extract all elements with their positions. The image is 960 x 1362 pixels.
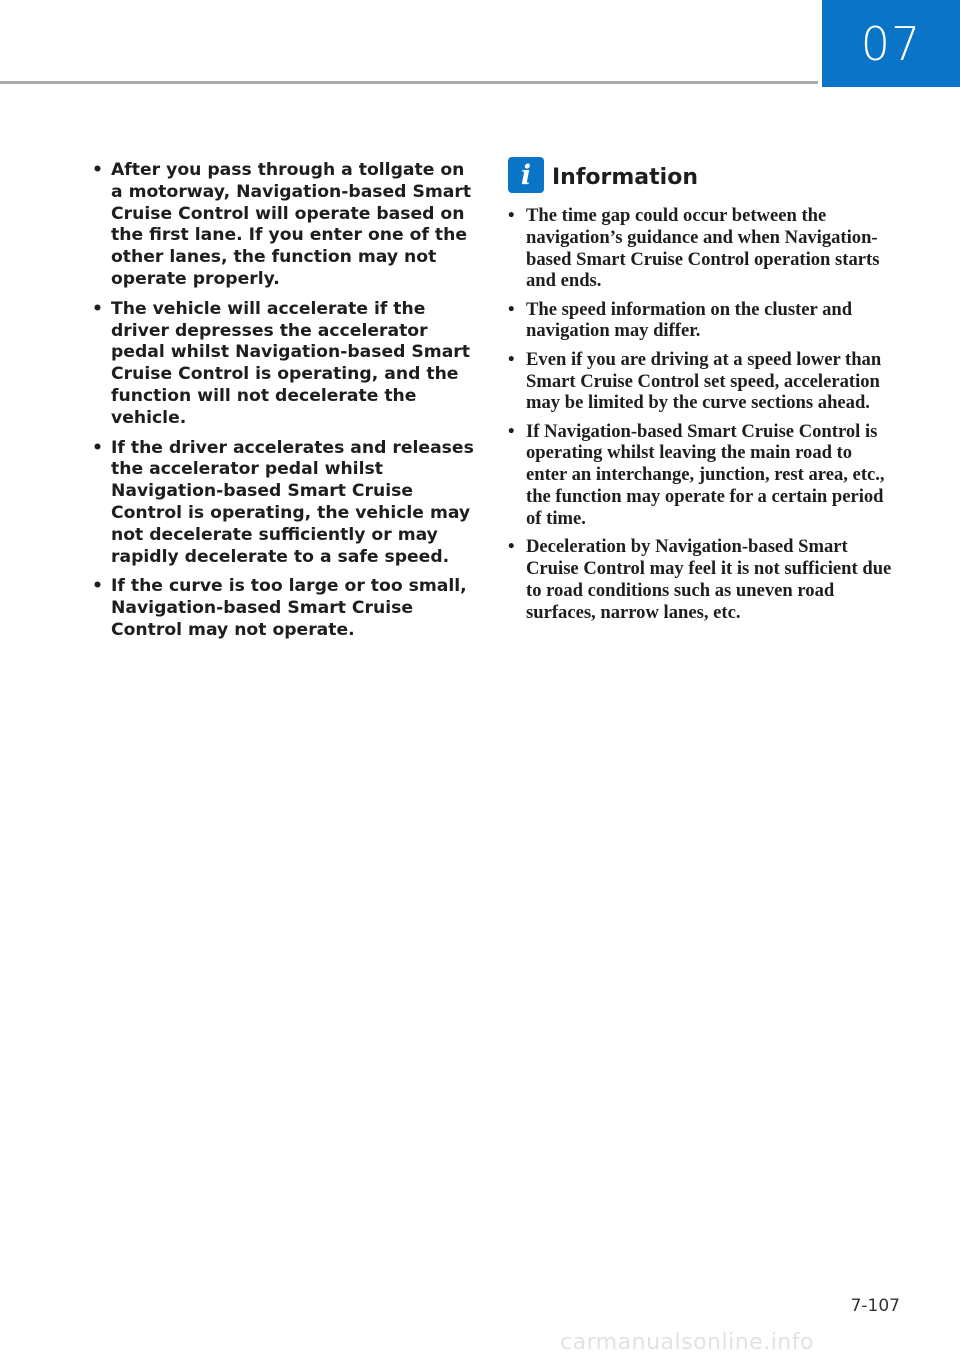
bullet-icon: • xyxy=(92,437,103,458)
list-item: • The time gap could occur between the navigation’s guidance and when Navigation-based Smart Cruise Control operation starts and ends. xyxy=(508,205,880,292)
info-icon: i xyxy=(508,157,544,193)
bullet-icon: • xyxy=(92,160,103,180)
watermark: carmanualsonline.info xyxy=(560,1330,814,1355)
list-item: • Deceleration by Navigation-based Smart Cruise Control may feel it is not sufficient due to road conditions such as uneven road surfaces, narrow lanes, etc. xyxy=(508,536,892,623)
information-title: Information xyxy=(552,164,698,190)
chapter-tab: 07 xyxy=(822,0,960,87)
list-item: • If Navigation-based Smart Cruise Control is operating whilst leaving the main road to enter an interchange, junction, rest area, etc., the function may operate for a certain period of time. xyxy=(508,420,885,529)
list-item: • If the driver accelerates and releases the accelerator pedal whilst Navigation-based Smart Cruise Control is operating, the vehicle may not decelerate sufficiently or may rapidly decelerate to a safe speed. xyxy=(92,437,474,567)
list-item: • After you pass through a tollgate on a motorway, Navigation-based Smart Cruise Control will operate based on the first lane. If you enter one of the other lanes, the function may not operate properly. xyxy=(92,160,472,289)
bullet-icon: • xyxy=(508,536,515,558)
page-number: 7-107 xyxy=(850,1296,900,1316)
information-list xyxy=(508,205,893,623)
header-rule xyxy=(0,81,818,84)
caution-list xyxy=(90,160,475,642)
bullet-icon: • xyxy=(508,348,515,370)
information-box xyxy=(508,155,893,630)
bullet-icon: • xyxy=(92,298,103,319)
bullet-icon: • xyxy=(508,420,515,442)
list-item: • The vehicle will accelerate if the driver depresses the accelerator pedal whilst Navigation-based Smart Cruise Control is operating, and the function will not decelerate the vehicle. xyxy=(92,298,470,428)
information-header xyxy=(508,155,893,195)
bullet-icon: • xyxy=(92,576,103,597)
bullet-icon: • xyxy=(508,205,515,226)
list-item: • If the curve is too large or too small, Navigation-based Smart Cruise Control may not operate. xyxy=(92,576,467,640)
list-item: • The speed information on the cluster and navigation may differ. xyxy=(508,298,853,342)
bullet-icon: • xyxy=(508,298,515,320)
left-column xyxy=(90,160,475,650)
list-item: • Even if you are driving at a speed lower than Smart Cruise Control set speed, acceleration may be limited by the curve sections ahead. xyxy=(508,348,882,414)
